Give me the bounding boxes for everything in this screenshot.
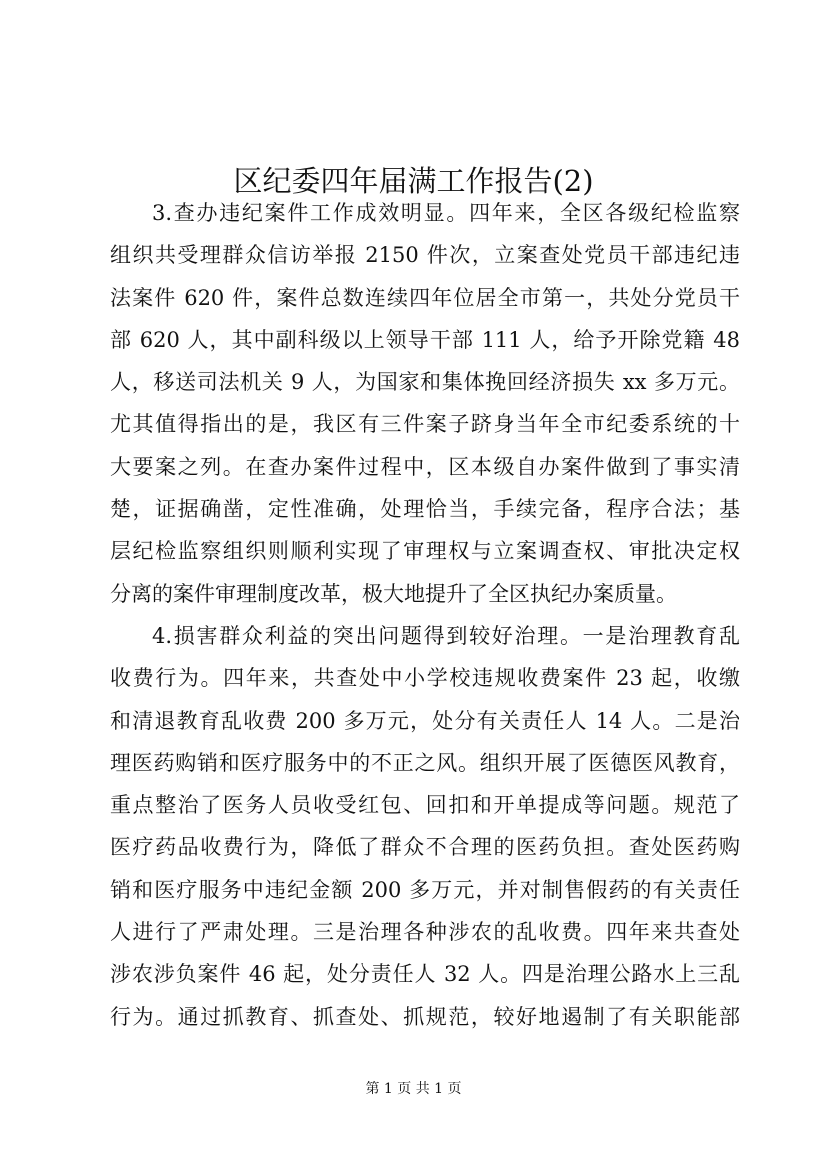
text-line: 医疗药品收费行为，降低了群众不合理的医药负担。查处医药购 bbox=[110, 835, 740, 860]
text-line: 大要案之列。在查办案件过程中，区本级自办案件做到了事实清 bbox=[110, 454, 740, 479]
page-footer: 第 1 页 共 1 页 bbox=[365, 1081, 462, 1097]
text-line: 法案件 620 件，案件总数连续四年位居全市第一，共处分党员干 bbox=[110, 285, 740, 310]
text-line: 人，移送司法机关 9 人，为国家和集体挽回经济损失 xx 多万元。 bbox=[110, 370, 740, 395]
text-line: 4.损害群众利益的突出问题得到较好治理。一是治理教育乱 bbox=[152, 623, 740, 648]
text-line: 收费行为。四年来，共查处中小学校违规收费案件 23 起，收缴 bbox=[110, 666, 740, 691]
text-line: 销和医疗服务中违纪金额 200 多万元，并对制售假药的有关责任 bbox=[110, 877, 740, 902]
text-line: 行为。通过抓教育、抓查处、抓规范，较好地遏制了有关职能部 bbox=[110, 1004, 740, 1029]
text-line: 3.查办违纪案件工作成效明显。四年来，全区各级纪检监察 bbox=[152, 201, 740, 225]
text-line: 尤其值得指出的是，我区有三件案子跻身当年全市纪委系统的十 bbox=[110, 412, 740, 437]
text-line: 重点整治了医务人员收受红包、回扣和开单提成等问题。规范了 bbox=[110, 793, 740, 818]
text-line: 涉农涉负案件 46 起，处分责任人 32 人。四是治理公路水上三乱 bbox=[110, 962, 740, 987]
document-body bbox=[110, 192, 740, 1038]
text-line: 人进行了严肃处理。三是治理各种涉农的乱收费。四年来共查处 bbox=[110, 920, 740, 945]
text-line: 理医药购销和医疗服务中的不正之风。组织开展了医德医风教育， bbox=[110, 750, 740, 775]
text-line: 部 620 人，其中副科级以上领导干部 111 人，给予开除党籍 48 bbox=[110, 327, 740, 352]
text-line: 楚，证据确凿，定性准确，处理恰当，手续完备，程序合法；基 bbox=[110, 497, 740, 522]
text-line: 组织共受理群众信访举报 2150 件次，立案查处党员干部违纪违 bbox=[110, 243, 740, 268]
page-title: 区纪委四年届满工作报告(2) bbox=[233, 164, 594, 199]
text-line: 层纪检监察组织则顺利实现了审理权与立案调查权、审批决定权 bbox=[110, 539, 740, 564]
text-line: 分离的案件审理制度改革，极大地提升了全区执纪办案质量。 bbox=[110, 581, 677, 606]
text-line: 和清退教育乱收费 200 多万元，处分有关责任人 14 人。二是治 bbox=[110, 708, 740, 733]
